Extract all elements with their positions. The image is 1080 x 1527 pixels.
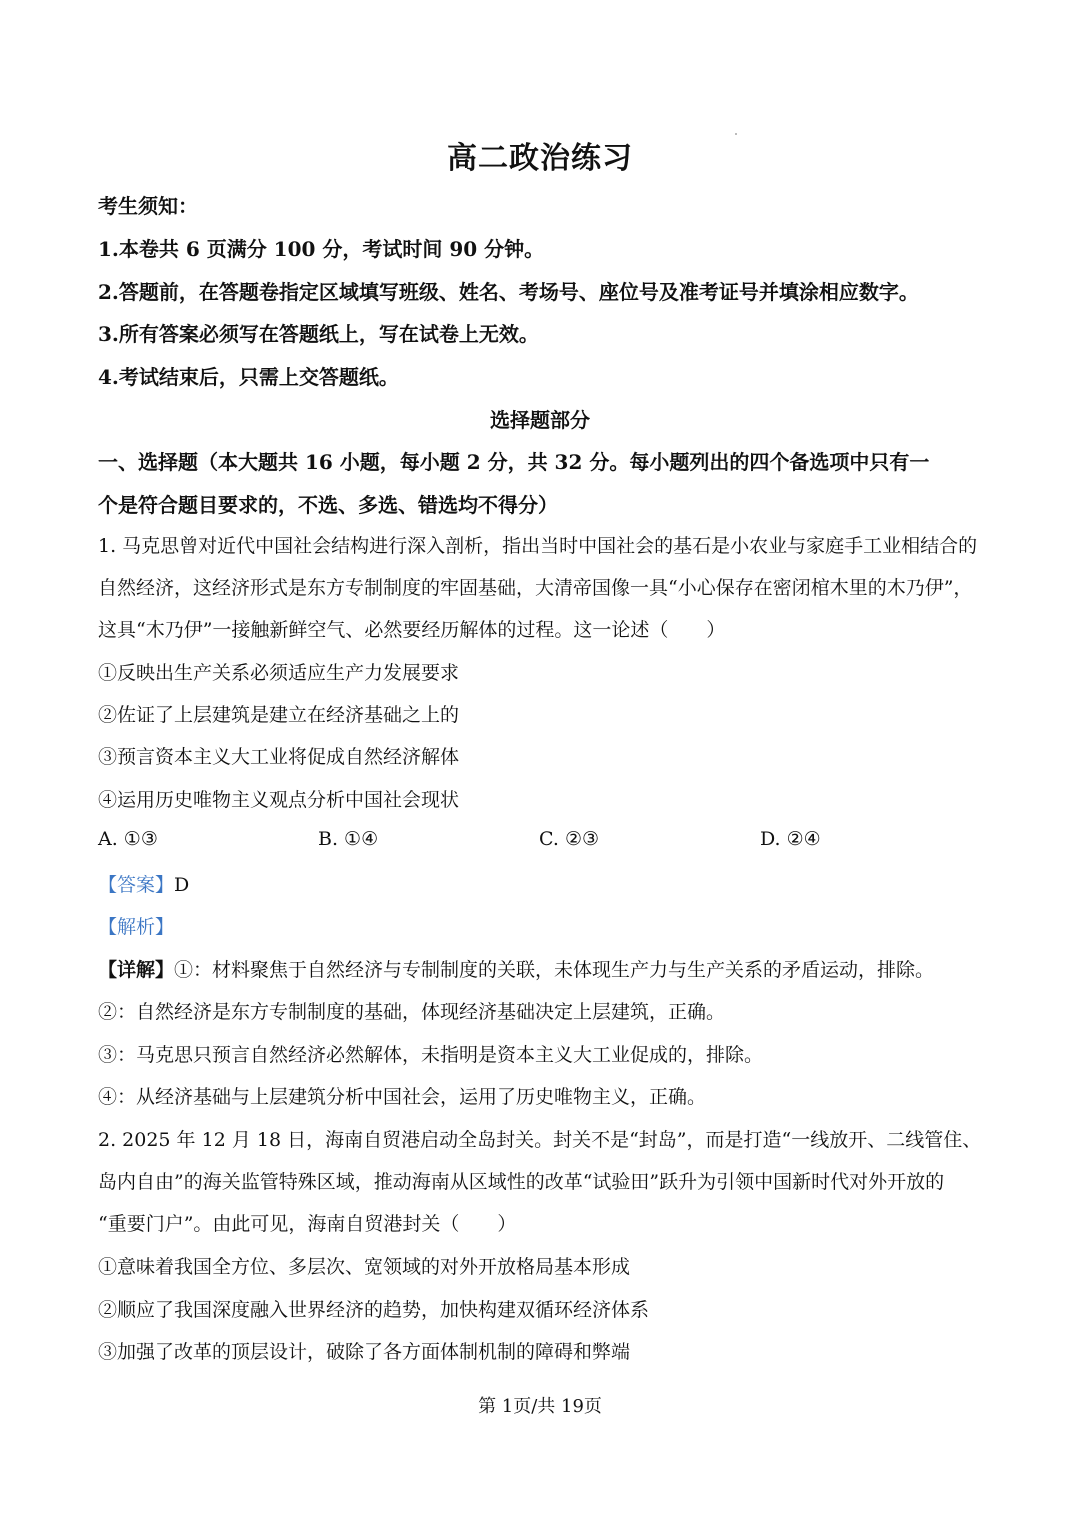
notice-item: 3.所有答案必须写在答题纸上，写在试卷上无效。 (98, 322, 539, 346)
q1-stem-line: 1. 马克思曾对近代中国社会结构进行深入剖析，指出当时中国社会的基石是小农业与家庭手工业相结合的 (98, 535, 978, 557)
q1-statement: ②佐证了上层建筑是建立在经济基础之上的 (98, 704, 460, 726)
q2-stem-line: 岛内自由”的海关监管特殊区域，推动海南从区域性的改革“试验田”跃升为引领中国新时代对外开放的 (98, 1171, 945, 1193)
q1-detail-line: ③：马克思只预言自然经济必然解体，未指明是资本主义大工业促成的，排除。 (98, 1044, 764, 1066)
answer-tag: 【答案】 (98, 874, 175, 896)
analysis-tag: 【解析】 (98, 916, 175, 938)
q1-option-c: C. ②③ (539, 828, 600, 850)
q2-stem-line: “重要门户”。由此可见，海南自贸港封关（ ） (98, 1213, 517, 1235)
q2-stem-line: 2. 2025 年 12 月 18 日，海南自贸港启动全岛封关。封关不是“封岛”，而是打造“一线放开、二线管住、 (98, 1129, 982, 1151)
q2-statement: ③加强了改革的顶层设计，破除了各方面体制机制的障碍和弊端 (98, 1341, 631, 1363)
detail-tag: 【详解】 (98, 959, 175, 981)
notice-item: 1.本卷共 6 页满分 100 分，考试时间 90 分钟。 (98, 237, 545, 261)
q1-statement: ③预言资本主义大工业将促成自然经济解体 (98, 746, 460, 768)
q1-detail-line: ②：自然经济是东方专制制度的基础，体现经济基础决定上层建筑，正确。 (98, 1001, 726, 1023)
notice-heading: 考生须知： (98, 194, 198, 218)
notice-item: 4.考试结束后，只需上交答题纸。 (98, 365, 399, 389)
page-title: 高二政治练习 (447, 141, 633, 176)
part-heading-line: 一、选择题（本大题共 16 小题，每小题 2 分，共 32 分。每小题列出的四个备选项中只有一 (98, 450, 930, 474)
detail-text: ①：材料聚焦于自然经济与专制制度的关联，未体现生产力与生产关系的矛盾运动，排除。 (174, 959, 935, 981)
q1-option-b: B. ①④ (318, 828, 379, 850)
section-title: 选择题部分 (490, 408, 590, 432)
answer-value: D (174, 874, 190, 896)
q2-statement: ②顺应了我国深度融入世界经济的趋势，加快构建双循环经济体系 (98, 1299, 650, 1321)
notice-item: 2.答题前，在答题卷指定区域填写班级、姓名、考场号、座位号及准考证号并填涂相应数字。 (98, 280, 919, 304)
q1-statement: ①反映出生产关系必须适应生产力发展要求 (98, 662, 460, 684)
q1-stem-line: 这具“木乃伊”一接触新鲜空气、必然要经历解体的过程。这一论述（ ） (98, 619, 726, 641)
q1-answer-line (98, 870, 189, 897)
q1-statement: ④运用历史唯物主义观点分析中国社会现状 (98, 789, 460, 811)
q1-detail-line (98, 955, 934, 982)
q2-statement: ①意味着我国全方位、多层次、宽领域的对外开放格局基本形成 (98, 1256, 631, 1278)
part-heading-line: 个是符合题目要求的，不选、多选、错选均不得分） (98, 493, 558, 517)
q1-stem-line: 自然经济，这经济形式是东方专制制度的牢固基础，大清帝国像一具“小心保存在密闭棺木里的木乃伊”， (98, 577, 973, 599)
q1-detail-line: ④：从经济基础与上层建筑分析中国社会，运用了历史唯物主义，正确。 (98, 1086, 707, 1108)
q1-option-a: A. ①③ (98, 828, 158, 850)
q1-option-d: D. ②④ (760, 828, 821, 850)
page-footer: 第 1页/共 19页 (478, 1396, 602, 1417)
